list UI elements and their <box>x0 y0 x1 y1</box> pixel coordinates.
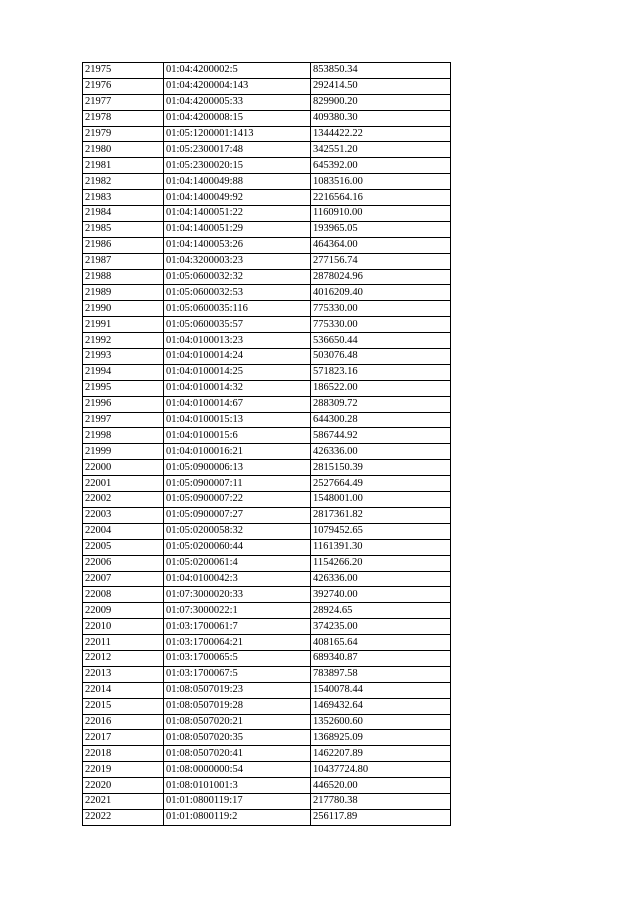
value-cell: 193965.05 <box>311 221 451 237</box>
table-row <box>83 571 451 587</box>
row-number-cell: 21981 <box>83 158 164 174</box>
table-row <box>83 285 451 301</box>
row-number-cell: 21976 <box>83 78 164 94</box>
table-row <box>83 460 451 476</box>
cadastral-number-cell: 01:05:0900007:11 <box>164 476 311 492</box>
cadastral-number-cell: 01:04:0100013:23 <box>164 333 311 349</box>
value-cell: 571823.16 <box>311 364 451 380</box>
cadastral-number-cell: 01:04:3200003:23 <box>164 253 311 269</box>
cadastral-number-cell: 01:08:0507020:41 <box>164 746 311 762</box>
table-row <box>83 380 451 396</box>
row-number-cell: 21997 <box>83 412 164 428</box>
value-cell: 409380.30 <box>311 110 451 126</box>
row-number-cell: 22010 <box>83 619 164 635</box>
table-row <box>83 110 451 126</box>
table-row <box>83 237 451 253</box>
cadastral-number-cell: 01:04:1400051:29 <box>164 221 311 237</box>
cadastral-number-cell: 01:04:0100042:3 <box>164 571 311 587</box>
value-cell: 1368925.09 <box>311 730 451 746</box>
value-cell: 288309.72 <box>311 396 451 412</box>
table-row <box>83 650 451 666</box>
cadastral-number-cell: 01:08:0507020:21 <box>164 714 311 730</box>
row-number-cell: 22006 <box>83 555 164 571</box>
cadastral-number-cell: 01:04:0100014:32 <box>164 380 311 396</box>
cadastral-number-cell: 01:04:0100015:13 <box>164 412 311 428</box>
table-row <box>83 444 451 460</box>
cadastral-number-cell: 01:08:0101001:3 <box>164 778 311 794</box>
row-number-cell: 21994 <box>83 364 164 380</box>
row-number-cell: 21990 <box>83 301 164 317</box>
cadastral-number-cell: 01:04:1400053:26 <box>164 237 311 253</box>
value-cell: 2878024.96 <box>311 269 451 285</box>
row-number-cell: 22005 <box>83 539 164 555</box>
table-row <box>83 269 451 285</box>
cadastral-number-cell: 01:05:1200001:1413 <box>164 126 311 142</box>
value-cell: 186522.00 <box>311 380 451 396</box>
row-number-cell: 21985 <box>83 221 164 237</box>
table-row <box>83 555 451 571</box>
value-cell: 775330.00 <box>311 301 451 317</box>
cadastral-number-cell: 01:04:4200005:33 <box>164 94 311 110</box>
row-number-cell: 21975 <box>83 63 164 79</box>
table-row <box>83 539 451 555</box>
table-row <box>83 793 451 809</box>
table-row <box>83 762 451 778</box>
row-number-cell: 22002 <box>83 492 164 508</box>
table-row <box>83 492 451 508</box>
cadastral-number-cell: 01:04:4200002:5 <box>164 63 311 79</box>
cadastral-number-cell: 01:07:3000020:33 <box>164 587 311 603</box>
table-row <box>83 635 451 651</box>
table-row <box>83 507 451 523</box>
row-number-cell: 22021 <box>83 793 164 809</box>
value-cell: 1548001.00 <box>311 492 451 508</box>
value-cell: 1161391.30 <box>311 539 451 555</box>
cadastral-number-cell: 01:08:0000000:54 <box>164 762 311 778</box>
table-row <box>83 221 451 237</box>
table-row <box>83 158 451 174</box>
value-cell: 2817361.82 <box>311 507 451 523</box>
row-number-cell: 21977 <box>83 94 164 110</box>
row-number-cell: 22022 <box>83 809 164 825</box>
value-cell: 292414.50 <box>311 78 451 94</box>
cadastral-number-cell: 01:05:0600032:32 <box>164 269 311 285</box>
row-number-cell: 21991 <box>83 317 164 333</box>
row-number-cell: 22009 <box>83 603 164 619</box>
value-cell: 342551.20 <box>311 142 451 158</box>
value-cell: 2815150.39 <box>311 460 451 476</box>
row-number-cell: 22011 <box>83 635 164 651</box>
cadastral-number-cell: 01:05:0900007:22 <box>164 492 311 508</box>
table-row <box>83 523 451 539</box>
value-cell: 775330.00 <box>311 317 451 333</box>
row-number-cell: 21978 <box>83 110 164 126</box>
table-row <box>83 317 451 333</box>
table-row <box>83 206 451 222</box>
row-number-cell: 21986 <box>83 237 164 253</box>
cadastral-number-cell: 01:04:0100014:25 <box>164 364 311 380</box>
table-row <box>83 301 451 317</box>
value-cell: 277156.74 <box>311 253 451 269</box>
value-cell: 408165.64 <box>311 635 451 651</box>
table-row <box>83 364 451 380</box>
table-row <box>83 349 451 365</box>
value-cell: 1352600.60 <box>311 714 451 730</box>
cadastral-number-cell: 01:04:0100015:6 <box>164 428 311 444</box>
table-row <box>83 396 451 412</box>
row-number-cell: 21983 <box>83 190 164 206</box>
row-number-cell: 22019 <box>83 762 164 778</box>
row-number-cell: 21987 <box>83 253 164 269</box>
value-cell: 1344422.22 <box>311 126 451 142</box>
value-cell: 853850.34 <box>311 63 451 79</box>
row-number-cell: 22004 <box>83 523 164 539</box>
value-cell: 464364.00 <box>311 237 451 253</box>
row-number-cell: 21989 <box>83 285 164 301</box>
cadastral-number-cell: 01:08:0507019:23 <box>164 682 311 698</box>
cadastral-number-cell: 01:05:0600032:53 <box>164 285 311 301</box>
value-cell: 374235.00 <box>311 619 451 635</box>
value-cell: 536650.44 <box>311 333 451 349</box>
cadastral-number-cell: 01:05:2300020:15 <box>164 158 311 174</box>
table-row <box>83 809 451 825</box>
data-table <box>82 62 451 826</box>
cadastral-number-cell: 01:04:0100016:21 <box>164 444 311 460</box>
cadastral-number-cell: 01:05:0200060:44 <box>164 539 311 555</box>
cadastral-number-cell: 01:04:0100014:67 <box>164 396 311 412</box>
row-number-cell: 21984 <box>83 206 164 222</box>
cadastral-number-cell: 01:03:1700065:5 <box>164 650 311 666</box>
row-number-cell: 22000 <box>83 460 164 476</box>
cadastral-number-cell: 01:08:0507020:35 <box>164 730 311 746</box>
row-number-cell: 22017 <box>83 730 164 746</box>
cadastral-number-cell: 01:03:1700067:5 <box>164 666 311 682</box>
cadastral-number-cell: 01:05:0900006:13 <box>164 460 311 476</box>
table-row <box>83 428 451 444</box>
row-number-cell: 21993 <box>83 349 164 365</box>
table-row <box>83 714 451 730</box>
value-cell: 217780.38 <box>311 793 451 809</box>
cadastral-number-cell: 01:04:4200004:143 <box>164 78 311 94</box>
value-cell: 1079452.65 <box>311 523 451 539</box>
value-cell: 783897.58 <box>311 666 451 682</box>
row-number-cell: 21999 <box>83 444 164 460</box>
cadastral-number-cell: 01:05:0600035:116 <box>164 301 311 317</box>
table-row <box>83 619 451 635</box>
table-row <box>83 142 451 158</box>
row-number-cell: 22015 <box>83 698 164 714</box>
table-row <box>83 730 451 746</box>
value-cell: 1154266.20 <box>311 555 451 571</box>
cadastral-number-cell: 01:04:4200008:15 <box>164 110 311 126</box>
cadastral-number-cell: 01:03:1700061:7 <box>164 619 311 635</box>
cadastral-number-cell: 01:04:1400049:88 <box>164 174 311 190</box>
value-cell: 28924.65 <box>311 603 451 619</box>
value-cell: 689340.87 <box>311 650 451 666</box>
table-row <box>83 94 451 110</box>
cadastral-number-cell: 01:05:0900007:27 <box>164 507 311 523</box>
value-cell: 256117.89 <box>311 809 451 825</box>
row-number-cell: 21988 <box>83 269 164 285</box>
cadastral-number-cell: 01:04:1400051:22 <box>164 206 311 222</box>
cadastral-number-cell: 01:05:2300017:48 <box>164 142 311 158</box>
row-number-cell: 21992 <box>83 333 164 349</box>
cadastral-number-cell: 01:03:1700064:21 <box>164 635 311 651</box>
value-cell: 4016209.40 <box>311 285 451 301</box>
table-row <box>83 63 451 79</box>
table-row <box>83 333 451 349</box>
row-number-cell: 21980 <box>83 142 164 158</box>
value-cell: 503076.48 <box>311 349 451 365</box>
table-body <box>83 63 451 826</box>
row-number-cell: 21995 <box>83 380 164 396</box>
value-cell: 426336.00 <box>311 571 451 587</box>
value-cell: 10437724.80 <box>311 762 451 778</box>
row-number-cell: 22012 <box>83 650 164 666</box>
cadastral-number-cell: 01:05:0600035:57 <box>164 317 311 333</box>
row-number-cell: 21982 <box>83 174 164 190</box>
value-cell: 644300.28 <box>311 412 451 428</box>
table-row <box>83 78 451 94</box>
value-cell: 1462207.89 <box>311 746 451 762</box>
row-number-cell: 21979 <box>83 126 164 142</box>
value-cell: 426336.00 <box>311 444 451 460</box>
cadastral-number-cell: 01:07:3000022:1 <box>164 603 311 619</box>
row-number-cell: 22001 <box>83 476 164 492</box>
row-number-cell: 22003 <box>83 507 164 523</box>
cadastral-number-cell: 01:08:0507019:28 <box>164 698 311 714</box>
value-cell: 2216564.16 <box>311 190 451 206</box>
value-cell: 829900.20 <box>311 94 451 110</box>
cadastral-number-cell: 01:01:0800119:2 <box>164 809 311 825</box>
table-row <box>83 682 451 698</box>
table-row <box>83 412 451 428</box>
row-number-cell: 22020 <box>83 778 164 794</box>
row-number-cell: 21996 <box>83 396 164 412</box>
value-cell: 645392.00 <box>311 158 451 174</box>
table-row <box>83 126 451 142</box>
table-row <box>83 190 451 206</box>
table-row <box>83 666 451 682</box>
row-number-cell: 22008 <box>83 587 164 603</box>
cadastral-number-cell: 01:04:1400049:92 <box>164 190 311 206</box>
cadastral-number-cell: 01:04:0100014:24 <box>164 349 311 365</box>
value-cell: 1083516.00 <box>311 174 451 190</box>
table-row <box>83 253 451 269</box>
row-number-cell: 22018 <box>83 746 164 762</box>
row-number-cell: 21998 <box>83 428 164 444</box>
table-row <box>83 746 451 762</box>
cadastral-number-cell: 01:05:0200058:32 <box>164 523 311 539</box>
row-number-cell: 22014 <box>83 682 164 698</box>
table-row <box>83 603 451 619</box>
value-cell: 392740.00 <box>311 587 451 603</box>
cadastral-number-cell: 01:01:0800119:17 <box>164 793 311 809</box>
cadastral-number-cell: 01:05:0200061:4 <box>164 555 311 571</box>
value-cell: 586744.92 <box>311 428 451 444</box>
value-cell: 1160910.00 <box>311 206 451 222</box>
table-row <box>83 778 451 794</box>
table-row <box>83 174 451 190</box>
value-cell: 2527664.49 <box>311 476 451 492</box>
value-cell: 446520.00 <box>311 778 451 794</box>
row-number-cell: 22013 <box>83 666 164 682</box>
row-number-cell: 22007 <box>83 571 164 587</box>
table-row <box>83 587 451 603</box>
value-cell: 1540078.44 <box>311 682 451 698</box>
row-number-cell: 22016 <box>83 714 164 730</box>
table-row <box>83 698 451 714</box>
table-row <box>83 476 451 492</box>
value-cell: 1469432.64 <box>311 698 451 714</box>
